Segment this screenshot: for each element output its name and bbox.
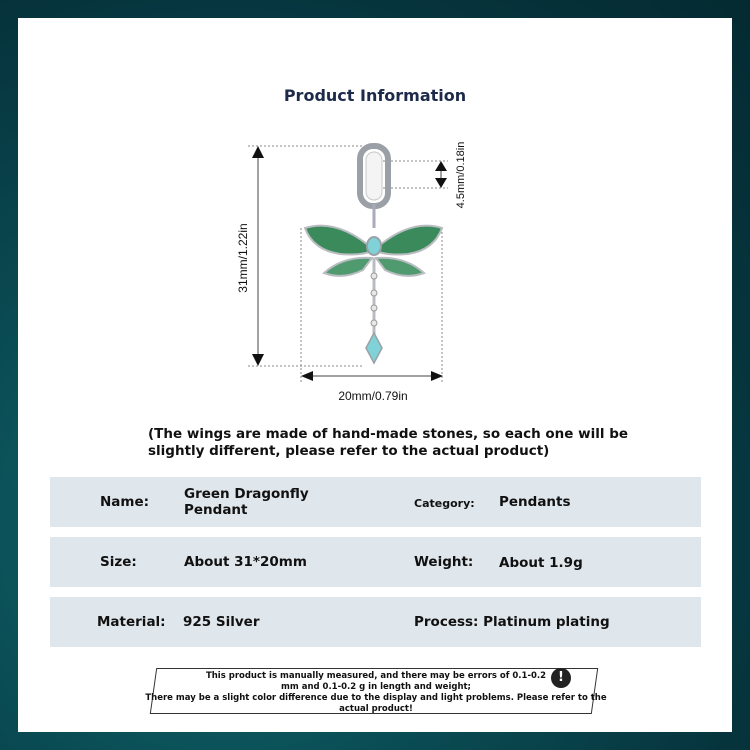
category-value: Pendants	[499, 494, 571, 510]
weight-label: Weight:	[414, 554, 474, 570]
dragonfly-pendant-image	[305, 146, 442, 363]
size-label: Size:	[100, 554, 137, 570]
bail-label: 4.5mm/0.18in	[455, 141, 467, 209]
spec-row-name	[50, 477, 701, 527]
width-arrow-right	[431, 371, 443, 381]
name-value-line1: Green Dragonfly	[184, 486, 309, 502]
disclaimer-line1: This product is manually measured, and there may be errors of 0.1-0.2	[205, 671, 547, 681]
name-label: Name:	[100, 494, 150, 510]
width-label: 20mm/0.79in	[338, 389, 408, 403]
size-value: About 31*20mm	[184, 554, 307, 570]
spec-row-material	[50, 597, 701, 647]
material-value: 925 Silver	[183, 614, 260, 630]
height-label: 31mm/1.22in	[236, 223, 250, 293]
disclaimer-text	[136, 671, 616, 715]
width-arrow-left	[301, 371, 313, 381]
alert-icon: !	[551, 668, 571, 688]
bail-arrow-bottom	[435, 178, 447, 188]
page-title: Product Information	[283, 86, 467, 105]
content-panel	[18, 18, 732, 732]
material-label: Material:	[97, 614, 166, 630]
height-arrow-top	[252, 146, 264, 158]
disclaimer-line2: mm and 0.1-0.2 g in length and weight;	[281, 682, 471, 692]
name-value	[184, 486, 309, 518]
category-label: Category:	[414, 497, 475, 510]
name-value-line2: Pendant	[184, 502, 248, 518]
spec-row-size	[50, 537, 701, 587]
bail-arrow-top	[435, 161, 447, 171]
height-arrow-bottom	[252, 354, 264, 366]
weight-value: About 1.9g	[499, 555, 583, 571]
disclaimer-line3: There may be a slight color difference due to the display and light problems. Please refer to the	[145, 693, 607, 703]
handmade-note: (The wings are made of hand-made stones, so each one will be slightly different, please refer to the actual product)	[148, 426, 629, 459]
disclaimer-line4: actual product!	[339, 704, 413, 714]
process-label: Process: Platinum plating	[414, 614, 610, 630]
dimension-diagram	[18, 18, 732, 418]
